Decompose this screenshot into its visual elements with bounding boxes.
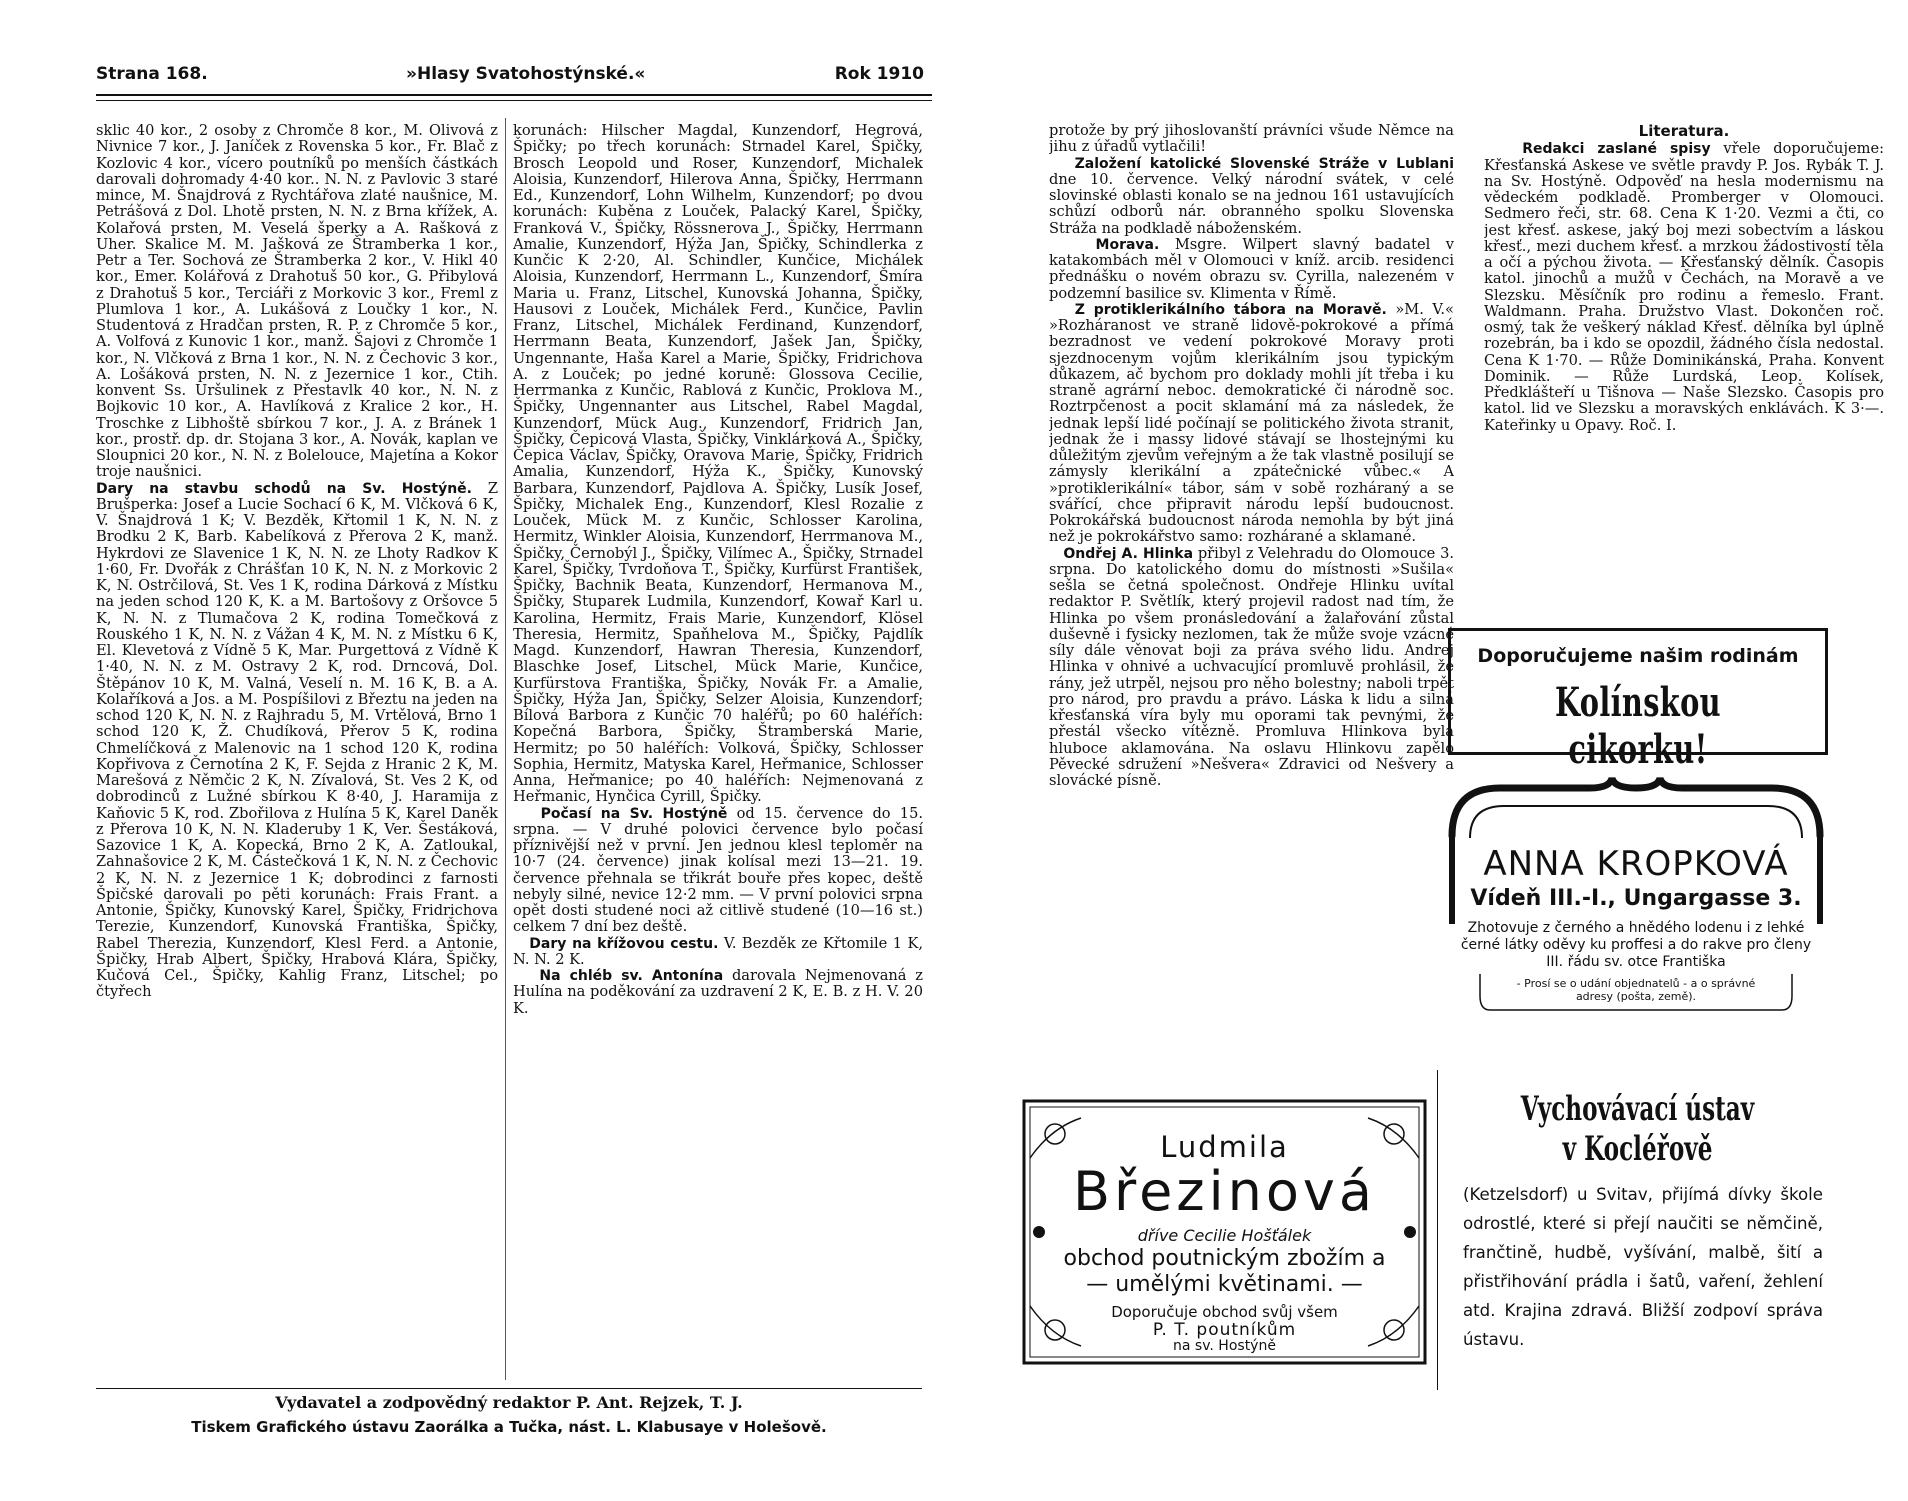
column-2 <box>513 123 923 1383</box>
publisher-line: Vydavatel a zodpovědný redaktor P. Ant. Rejzek, T. J. <box>275 1393 743 1412</box>
column-3 <box>1049 123 1454 1043</box>
column-1 <box>96 123 498 1383</box>
ad-brezinova-surname: Březinová <box>1073 1160 1376 1223</box>
ad-kropkova-note: - Prosí se o udání objednatelů - a o správné adresy (pošta, země). <box>1516 977 1756 1003</box>
literature-text: vřele doporučujeme: Křesťanská Askese ve světle pravdy P. Jos. Rybák T. J. na Sv. Hostýně. Odpověď na hesla modernismu na vědeckém podkladě. Promberger v Olomouci. Sedmero řeči, str. 68. Cena K 1·20. Vezmi a čti, co jest křesť. askese, jaký boj mezi sobectvím a láskou křesť., mezi duchem křesť. a mrzkou žádostivostí těla a očí a pýchou života. — Křesťanský dělník. Časopis katol. jinochů a mužů v Čechách, na Moravě a ve Slezsku. Měsíčník pro rodinu a řemeslo. Frant. Waldmann. Praha. Družstvo Vlast. Dokončen roč. osmý, tak že veškerý náklad Křesť. dělníka byl úplně rozebrán, ba i kdo se opozdil, žádného čísla nedostal. Cena K 1·70. — Růže Dominikánská, Praha. Konvent Dominik. — Růže Lurdská, Leop. Kolísek, Předklášteří u Tišnova — Naše Slezsko. Časopis pro katol. lid ve Slezsku a moravských enklávách. K 3·—. Kateřinky u Opavy. Roč. I. <box>1484 140 1884 434</box>
bread-paragraph <box>513 968 923 1017</box>
ad-brezinova-line3: Doporučuje obchod svůj všem <box>1111 1303 1338 1321</box>
ad-brezinova-line5: na sv. Hostýně <box>1173 1338 1276 1354</box>
anticlerical-paragraph <box>1049 302 1454 546</box>
weather-text: od 15. července do 15. srpna. — V druhé polovici července bylo počasí příznivější než v první. Jen jednou klesl teploměr na 10·7 (24. července) jinak kolísal mezi 13—21. 19. července přehnala se třikrát bouře přes kopec, deště nebyly silné, nevice 12·2 mm. — V první polovici srpna opět dosti studené noci až citlivě studené (10—16 st.) celkem 7 dní bez deště. <box>513 804 923 936</box>
way-of-cross-paragraph <box>513 936 923 969</box>
ad-kropkova <box>1440 774 1832 1024</box>
journal-title: »Hlasy Svatohostýnské.« <box>406 64 646 84</box>
bread-heading: Na chléb sv. Antonína <box>539 968 724 984</box>
ad-brezinova-line4: P. T. poutníkům <box>1152 1320 1297 1340</box>
founding-text: dne 10. července. Velký národní svátek, v celé slovinské oblasti konalo se na jednou 161 ustavujících schůzí odborů nár. obranného spolku Slovenska Stráža na podkladě náboženském. <box>1049 170 1454 237</box>
literature-title: Literatura. <box>1638 123 1730 140</box>
stairs-donations-heading: Dary na stavbu schodů na Sv. Hostýně. <box>96 480 472 497</box>
way-of-cross-text: V. Bezděk ze Křtomile 1 K, N. N. 2 K. <box>513 934 923 968</box>
weather-heading: Počasí na Sv. Hostýně <box>540 805 728 822</box>
ad-brezinova <box>1021 1098 1428 1366</box>
printer-line: Tiskem Grafického ústavu Zaorálka a Tučka, nást. L. Klabusaye v Holešově. <box>191 1418 827 1436</box>
stairs-donations-text: Z Brušperka: Josef a Lucie Sochací 6 K, M. Vlčková 6 K, V. Šnajdrová 1 K; V. Bezděk, Křtomil 1 K, N. N. z Brodku 2 K, Barb. Kabelíková z Přerova 2 K, manž. Hykrdovi ze Slavenice 1 K, N. N. ze Lhoty Radkov K 1·60, Fr. Dvořák z Chrášťan 10 K, N. N. z Morkovic 2 K, N. Ostrčilová, St. Ves 1 K, rodina Dárková z Místku na jeden schod 120 K, K. a M. Bartošovy z Oršovce 5 K, N. N. z Tlumačova 2 K, rodina Tomečková z Rouského 1 K, N. N. z Vážan 4 K, M. N. z Místku 6 K, El. Klevetová z Vídně 5 K, Mar. Purgettová z Vídně K 1·40, N. N. z M. Ostravy 2 K, rod. Drncová, Dol. Štěpánov 10 K, M. Valná, Veselí n. M. 16 K, B. a A. Kolaříková a Jos. a M. Pospíšilovi z Březtu na jeden na schod 120 K, N. N. z Rajhradu 5, M. Vrtělová, Brno 1 schod 120 K, Ž. Chudíková, Přerov 5 K, rodina Chmelíčková z Malenovic na 1 schod 120 K, rodina Kopřivova z Černotína 2 K, F. Sejda z Hranic 2 K, M. Marešová z Němčic 2 K, N. Zívalová, St. Ves 2 K, od dobrodinců z Lužné sbírkou K 8·40, J. Haramija z Kaňovic 5 K, rod. Zbořilova z Hulína 5 K, Karel Daněk z Přerova 10 K, N. N. Kladeruby 1 K, Ver. Šestáková, Sazovice 1 K, A. Kopecká, Brno 2 K, A. Zatloukal, Zahnašovice 2 K, M. Částečková 1 K, N. N. z Čechovic 2 K, N. N. z Jezernice 1 K; dobrodinci z farnosti Špičské darovali po pěti korunách: Frais Frant. a Antonie, Špičky, Kunovský Karel, Špičky, Fridrichova Terezie, Kunzendorf, Kunovská Františka, Špičky, Rabel Therezia, Kunzendorf, Klesl Ferd. a Antonie, Špičky, Hrab Albert, Špičky, Hrabová Klára, Špičky, Kučová Cel., Špičky, Kahlig Franz, Litschel; po čtyřech <box>96 479 498 1001</box>
ad-kropkova-description: Zhotovuje z černého a hnědého lodenu i z lehké černé látky oděvy ku proffesi a do rakve pro členy III. řádu sv. otce Františka <box>1460 920 1812 970</box>
anticlerical-text: »M. V.« »Rozháranost ve straně lidově-pokrokové a přímá bezradnost ve vedení pokrokové Moravy proti sjezdnocenym vojům klerikálním jsou typickým důkazem, ač bychom pro doklady mohli jít třeba i ku straně agrární neboc. demokratické či národně soc. Roztrpčenost a pocit sklamání má za následek, že jednak lepší lidé počínají se politického života stranit, jednak že i massy lidové stávají se lhostejnými ku důležitým zjevům veřejným a že tak vlastně posilují se zámysly klerikální a zpátečnické vůbec.« A »protiklerikální« tábor, sám v sobě rozháraný a se svářící, chce připravit národu lepší budoucnost. Pokrokářská budoucnost národa nemohla by být jiná než je pokrokářstvo samo: rozhárané a sklamané. <box>1049 300 1454 546</box>
ad-institute <box>1437 1070 1837 1390</box>
ad-chicory-line2: Kolínskou cikorku! <box>1554 679 1721 773</box>
footer-rule <box>96 1388 922 1389</box>
ad-brezinova-line1: obchod poutnickým zbožím a <box>1063 1246 1386 1271</box>
ad-kropkova-name: ANNA KROPKOVÁ <box>1483 844 1789 884</box>
hlinka-text: přibyl z Velehradu do Olomouce 3. srpna. Do katolického domu do místnosti »Sušila« sešla se četná společnost. Ondřeje Hlinku uvítal redaktor P. Světlík, který projevil radost nad tím, že Hlinka po všem pronásledování a žalařování zůstal duševně i fysicky nezlomen, tak že může svoje vzácné síly dále věnovat boji za práva svého lidu. Andrej Hlinka v ohnivé a uchvacující promluvě prohlásil, že rány, jež utrpěl, nejsou pro něho bolestny; naboli trpět pro národ, pro pravdu a právo. Láska k lidu a silná křesťanská víra byly mu oporami tak pevnými, že přestál všecko vítězně. Promluva Hlinkova byla hluboce aklamována. Na oslavu Hlinkovu zapělo Pěvecké sdružení »Nešvera« Zdravici od Nešvery a slovácké písně. <box>1049 544 1454 789</box>
founding-heading: Založení katolické Slovenské Stráže v Lublani <box>1074 155 1454 172</box>
bread-text: darovala Nejmenovaná z Hulína na poděkování za uzdravení 2 K, E. B. z H. V. 20 K. <box>513 967 923 1017</box>
stairs-donations-paragraph <box>96 481 498 1001</box>
ad-chicory-line1: Doporučujeme našim rodinám <box>1477 645 1799 667</box>
ad-brezinova-line2: — umělými květinami. — <box>1086 1272 1363 1297</box>
column-divider <box>505 118 506 1380</box>
column-4-literature <box>1484 123 1884 593</box>
weather-paragraph <box>513 806 923 936</box>
ad-chicory <box>1448 628 1828 773</box>
intro-paragraph: protože by prý jihoslovanští právníci všude Němce na jihu z úřadů vytlačili! <box>1049 123 1454 156</box>
hlinka-paragraph <box>1049 546 1454 790</box>
donations-paragraph-1: sklic 40 kor., 2 osoby z Chromče 8 kor., M. Olivová z Nivnice 7 kor., J. Janíček z Rovenska 5 kor., Fr. Blač z Kozlovic 4 kor., vícero poutníků po menších částkách darovali dohromady 4·40 kor.. N. N. z Pavlovic 3 staré mince, M. Šnajdrová z Rychtářova zlaté naušnice, M. Petrášová z Dol. Lhotě prsten, N. N. z Brna křížek, A. Kolařová prsten, M. Veselá šperky a A. Rašková z Uher. Skalice M. M. Jašková ze Štramberka 1 kor., Petr a Ter. Sochová ze Štramberka 2 kor., V. Hikl 40 kor., Emer. Kolářová z Drahotuš 50 kor., G. Přibylová z Drahotuš 5 kor., Terciáři z Morkovic 3 kor., Freml z Plumlova 1 kor., A. Lukášová z Loučky 1 kor., N. Studentová z Hradčan prsten, R. P. z Chromče 5 kor., A. Volfová z Kunovic 1 kor., manž. Šajovi z Chromče 1 kor., N. Vlčková z Brna 1 kor., N. N. z Čechovic 3 kor., A. Lošáková prsten, N. N. z Jezernice 1 kor., Ctih. konvent Ss. Uršulinek z Přestavlk 40 kor., N. N. z Bojkovic 10 kor., A. Havlíková z Kralice 2 kor., H. Troschke z Libhoště sbírkou 7 kor., J. A. z Bránek 1 kor., prostř. dp. dr. Stojana 3 kor., A. Novák, kaplan ve Sloupnici 20 kor., N. N. z Bolelouce, Majetína a Kokor troje naušnici. <box>96 123 498 481</box>
ad-institute-body: (Ketzelsdorf) u Svitav, přijímá dívky škole odrostlé, které si přejí naučiti se němčině, frančtině, hudbě, vyšívání, malbě, šití a přistřihování prádla i šatů, vaření, žehlení atd. Krajina zdravá. Bližší zodpoví správa ústavu. <box>1463 1185 1823 1349</box>
running-header <box>96 64 932 92</box>
anticlerical-heading: Z protiklerikálního tábora na Moravě. <box>1074 301 1387 318</box>
literature-paragraph <box>1484 141 1884 434</box>
ad-brezinova-first-name: Ludmila <box>1160 1130 1289 1164</box>
literature-lead: Redakci zaslané spisy <box>1522 141 1711 158</box>
ad-kropkova-address: Vídeň III.-I., Ungargasse 3. <box>1470 886 1802 911</box>
ad-institute-title2: v Kocléřově <box>1562 1129 1713 1169</box>
morava-heading: Morava. <box>1095 236 1160 253</box>
page-number: Strana 168. <box>96 64 208 84</box>
donations-paragraph-2: korunách: Hilscher Magdal, Kunzendorf, Hegrová, Špičky; po třech korunách: Strnadel Karel, Špičky, Brosch Leopold und Roser, Kunzendorf, Michalek Aloisia, Kunzendorf, Hilerova Anna, Špičky, Herrmann Ed., Kunzendorf, Lohn Wilhelm, Kunzendorf; po dvou korunách: Kuběna z Louček, Palacký Karel, Špičky, Franková V., Špičky, Rössnerova J., Špičky, Herrmann Amalie, Kunzendorf, Hýža Jan, Špičky, Schindlerka z Kunčic K 2·20, Al. Schindler, Kunčice, Michálek Aloisia, Kunzendorf, Herrmann L., Kunzendorf, Šmíra Maria u. Franz, Litschel, Kunovská Johanna, Špičky, Hausovi z Louček, Michálek Ferd., Kunčice, Pavlin Franz, Litschel, Michálek Ferdinand, Kunzendorf, Herrmann Beata, Kunzendorf, Jašek Jan, Špičky, Ungennante, Haša Karel a Marie, Špičky, Fridrichova A. z Louček; po jedné koruně: Glossova Cecilie, Herrmanka z Kunčic, Rablová z Kunčic, Proklova M., Špičky, Ungennanter aus Litschel, Rabel Magdal, Kunzendorf, Mück Aug., Kunzendorf, Fridrich Jan, Špičky, Čepicová Vlasta, Špičky, Vinklárková A., Špičky, Čepica Václav, Špičky, Oravova Marie, Špičky, Fridrich Amalia, Kunzendorf, Hýža K., Špičky, Kunovský Barbara, Kunzendorf, Pajdlova A. Špičky, Lusík Josef, Špičky, Michalek Eng., Kunzendorf, Klesl Rozalie z Louček, Mück M. z Kunčic, Schlosser Karolina, Hermitz, Winkler Aloisia, Kunzendorf, Herrmanova M., Špičky, Černobýl J., Špičky, Vilímec A., Špičky, Strnadel Karel, Špičky, Tvrdoňova T., Špičky, Kurfürst František, Špičky, Bachnik Beata, Kunzendorf, Hermanova M., Špičky, Stuparek Ludmila, Kunzendorf, Kowař Karl u. Karolina, Hermitz, Frais Marie, Kunzendorf, Klösel Theresia, Hermitz, Spaňhelova M., Špičky, Pajdlík Magd. Kunzendorf, Hawran Theresia, Kunzendorf, Blaschke Josef, Litschel, Mück Marie, Kunčice, Kurfürstova Františka, Špičky, Novák Fr. a Amalie, Špičky, Hýža Jan, Špičky, Selzer Aloisia, Kunzendorf; Bílová Barbora z Kunčic 70 haléřů; po 60 haléřích: Kopečná Barbora, Špičky, Štramberská Marie, Hermitz; po 50 haléřích: Volková, Špičky, Schlosser Sophia, Hermitz, Matyska Karel, Heřmanice, Schlosser Anna, Heřmanice; po 40 haléřích: Nejmenovaná z Heřmanic, Hynčica Cyrill, Špičky. <box>513 123 923 806</box>
morava-text: Msgre. Wilpert slavný badatel v katakombách měl v Olomouci v kníž. arcib. residenci přednášku o novém obrazu sv. Cyrilla, nalezeném v podzemní basilice sv. Klimenta v Římě. <box>1049 235 1454 302</box>
morava-paragraph <box>1049 237 1454 302</box>
year-label: Rok 1910 <box>834 64 924 84</box>
hlinka-heading: Ondřej A. Hlinka <box>1063 545 1194 562</box>
header-rule <box>96 94 932 101</box>
way-of-cross-heading: Dary na křížovou cestu. <box>529 935 719 952</box>
ad-brezinova-formerly: dříve Cecilie Hošťálek <box>1137 1226 1312 1245</box>
founding-paragraph <box>1049 156 1454 237</box>
ad-institute-title1: Vychovávací ústav <box>1520 1089 1755 1129</box>
